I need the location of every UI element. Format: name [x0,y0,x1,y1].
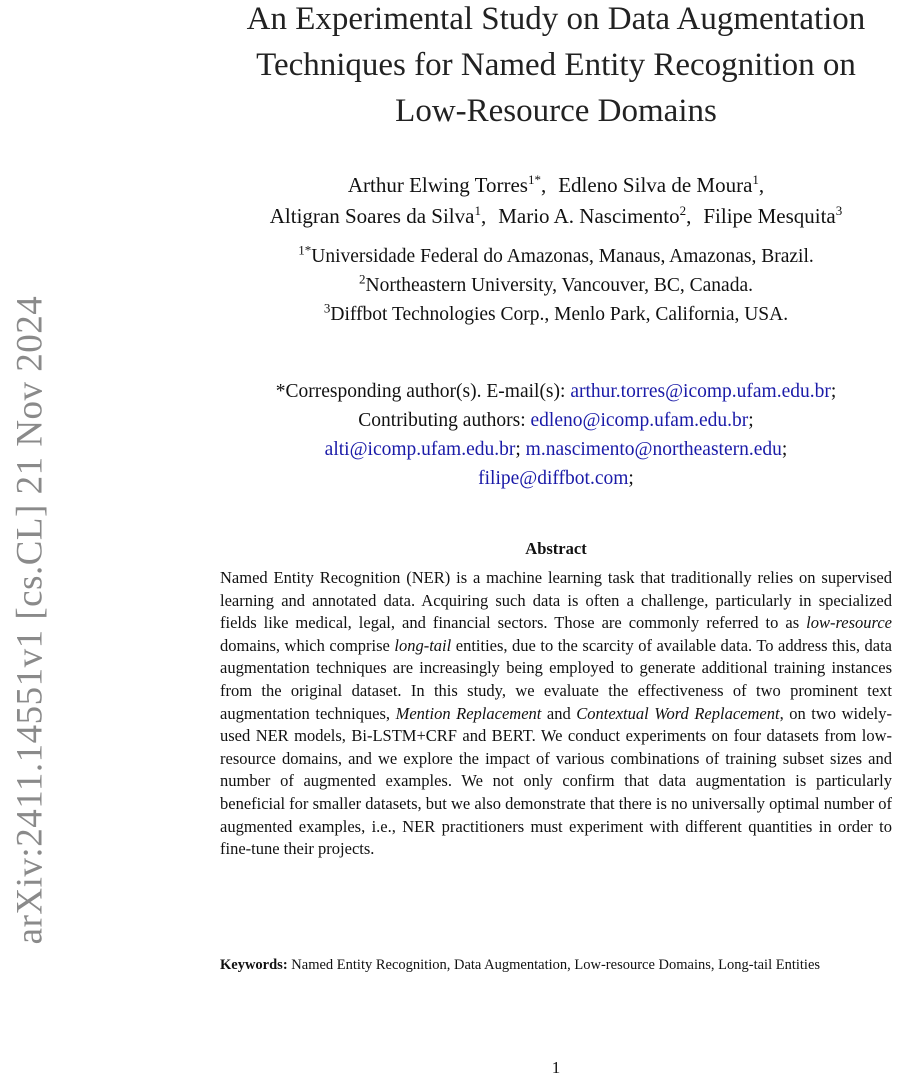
affiliation: $^3$Diffbot Technologies Corp., Menlo Park, California, USA. [323,300,789,325]
affiliation: $^{1*}$Universidade Federal do Amazonas, Manaus, Amazonas, Brazil. [298,242,814,267]
paper-first-page [196,0,916,1077]
author-line [196,201,916,232]
title-line: An Experimental Study on Data Augmentation [246,1,866,37]
author: Mario A. Nascimento$^2$, [498,203,692,228]
arxiv-stamp [0,0,60,1077]
author: Arthur Elwing Torres$^{1*}$, [347,172,547,197]
keywords-label: Keywords: [220,957,288,973]
author: Edleno Silva de Moura$^1$, [558,172,765,197]
affiliation: $^2$Northeastern University, Vancouver, BC, Canada. [359,271,753,296]
keywords [220,955,892,975]
author-list [196,170,916,232]
contributing-authors-line: Contributing authors: edleno@icomp.ufam.edu.br; [358,410,754,431]
contributing-authors-line: filipe@diffbot.com; [478,468,634,489]
contributing-authors-line: alti@icomp.ufam.edu.br; m.nascimento@northeastern.edu; [324,439,788,460]
abstract-body: Named Entity Recognition (NER) is a machine learning task that traditionally relies on supervised learning and annotated data. Acquiring such data is often a challenge, particularly in specialized fields like medical, legal, and financial sectors. Those are commonly referred to as low-resource domains, which comprise long-tail entities, due to the scarcity of available data. To address this, data augmentation techniques are increasingly being employed to generate additional training instances from the original dataset. In this study, we evaluate the effectiveness of two prominent text augmentation techniques, Mention Replacement and Contextual Word Replacement, on two widely-used NER models, Bi-LSTM+CRF and BERT. We conduct experiments on four datasets from low-resource domains, and we explore the impact of various combinations of training subset sizes and number of augmented examples. We not only confirm that data augmentation is particularly beneficial for smaller datasets, but we also demonstrate that there is no universally optimal number of augmented examples, i.e., NER practitioners must experiment with different quantities in order to fine-tune their projects. [220,568,893,859]
corresponding-author-line: *Corresponding author(s). E-mail(s): arthur.torres@icomp.ufam.edu.br; [275,381,837,402]
email-link[interactable]: m.nascimento@northeastern.edu [525,439,782,460]
contact-info [196,377,916,493]
email-link[interactable]: alti@icomp.ufam.edu.br [324,439,516,460]
abstract-heading: Abstract [525,539,587,558]
email-link[interactable]: filipe@diffbot.com [478,468,629,489]
paper-title [196,0,916,134]
affiliation-list [196,242,916,329]
email-link[interactable]: arthur.torres@icomp.ufam.edu.br [570,381,831,402]
title-line: Techniques for Named Entity Recognition on [256,47,856,83]
arxiv-identifier: arXiv:2411.14551v1 [cs.CL] 21 Nov 2024 [9,295,51,945]
author: Altigran Soares da Silva$^1$, [269,203,487,228]
author-line [196,170,916,201]
title-line: Low-Resource Domains [395,93,717,129]
email-link[interactable]: edleno@icomp.ufam.edu.br [530,410,749,431]
author: Filipe Mesquita$^3$ [703,203,843,228]
page-number: 1 [551,1058,561,1077]
keywords-text: Named Entity Recognition, Data Augmentation, Low-resource Domains, Long-tail Entities [287,957,821,973]
